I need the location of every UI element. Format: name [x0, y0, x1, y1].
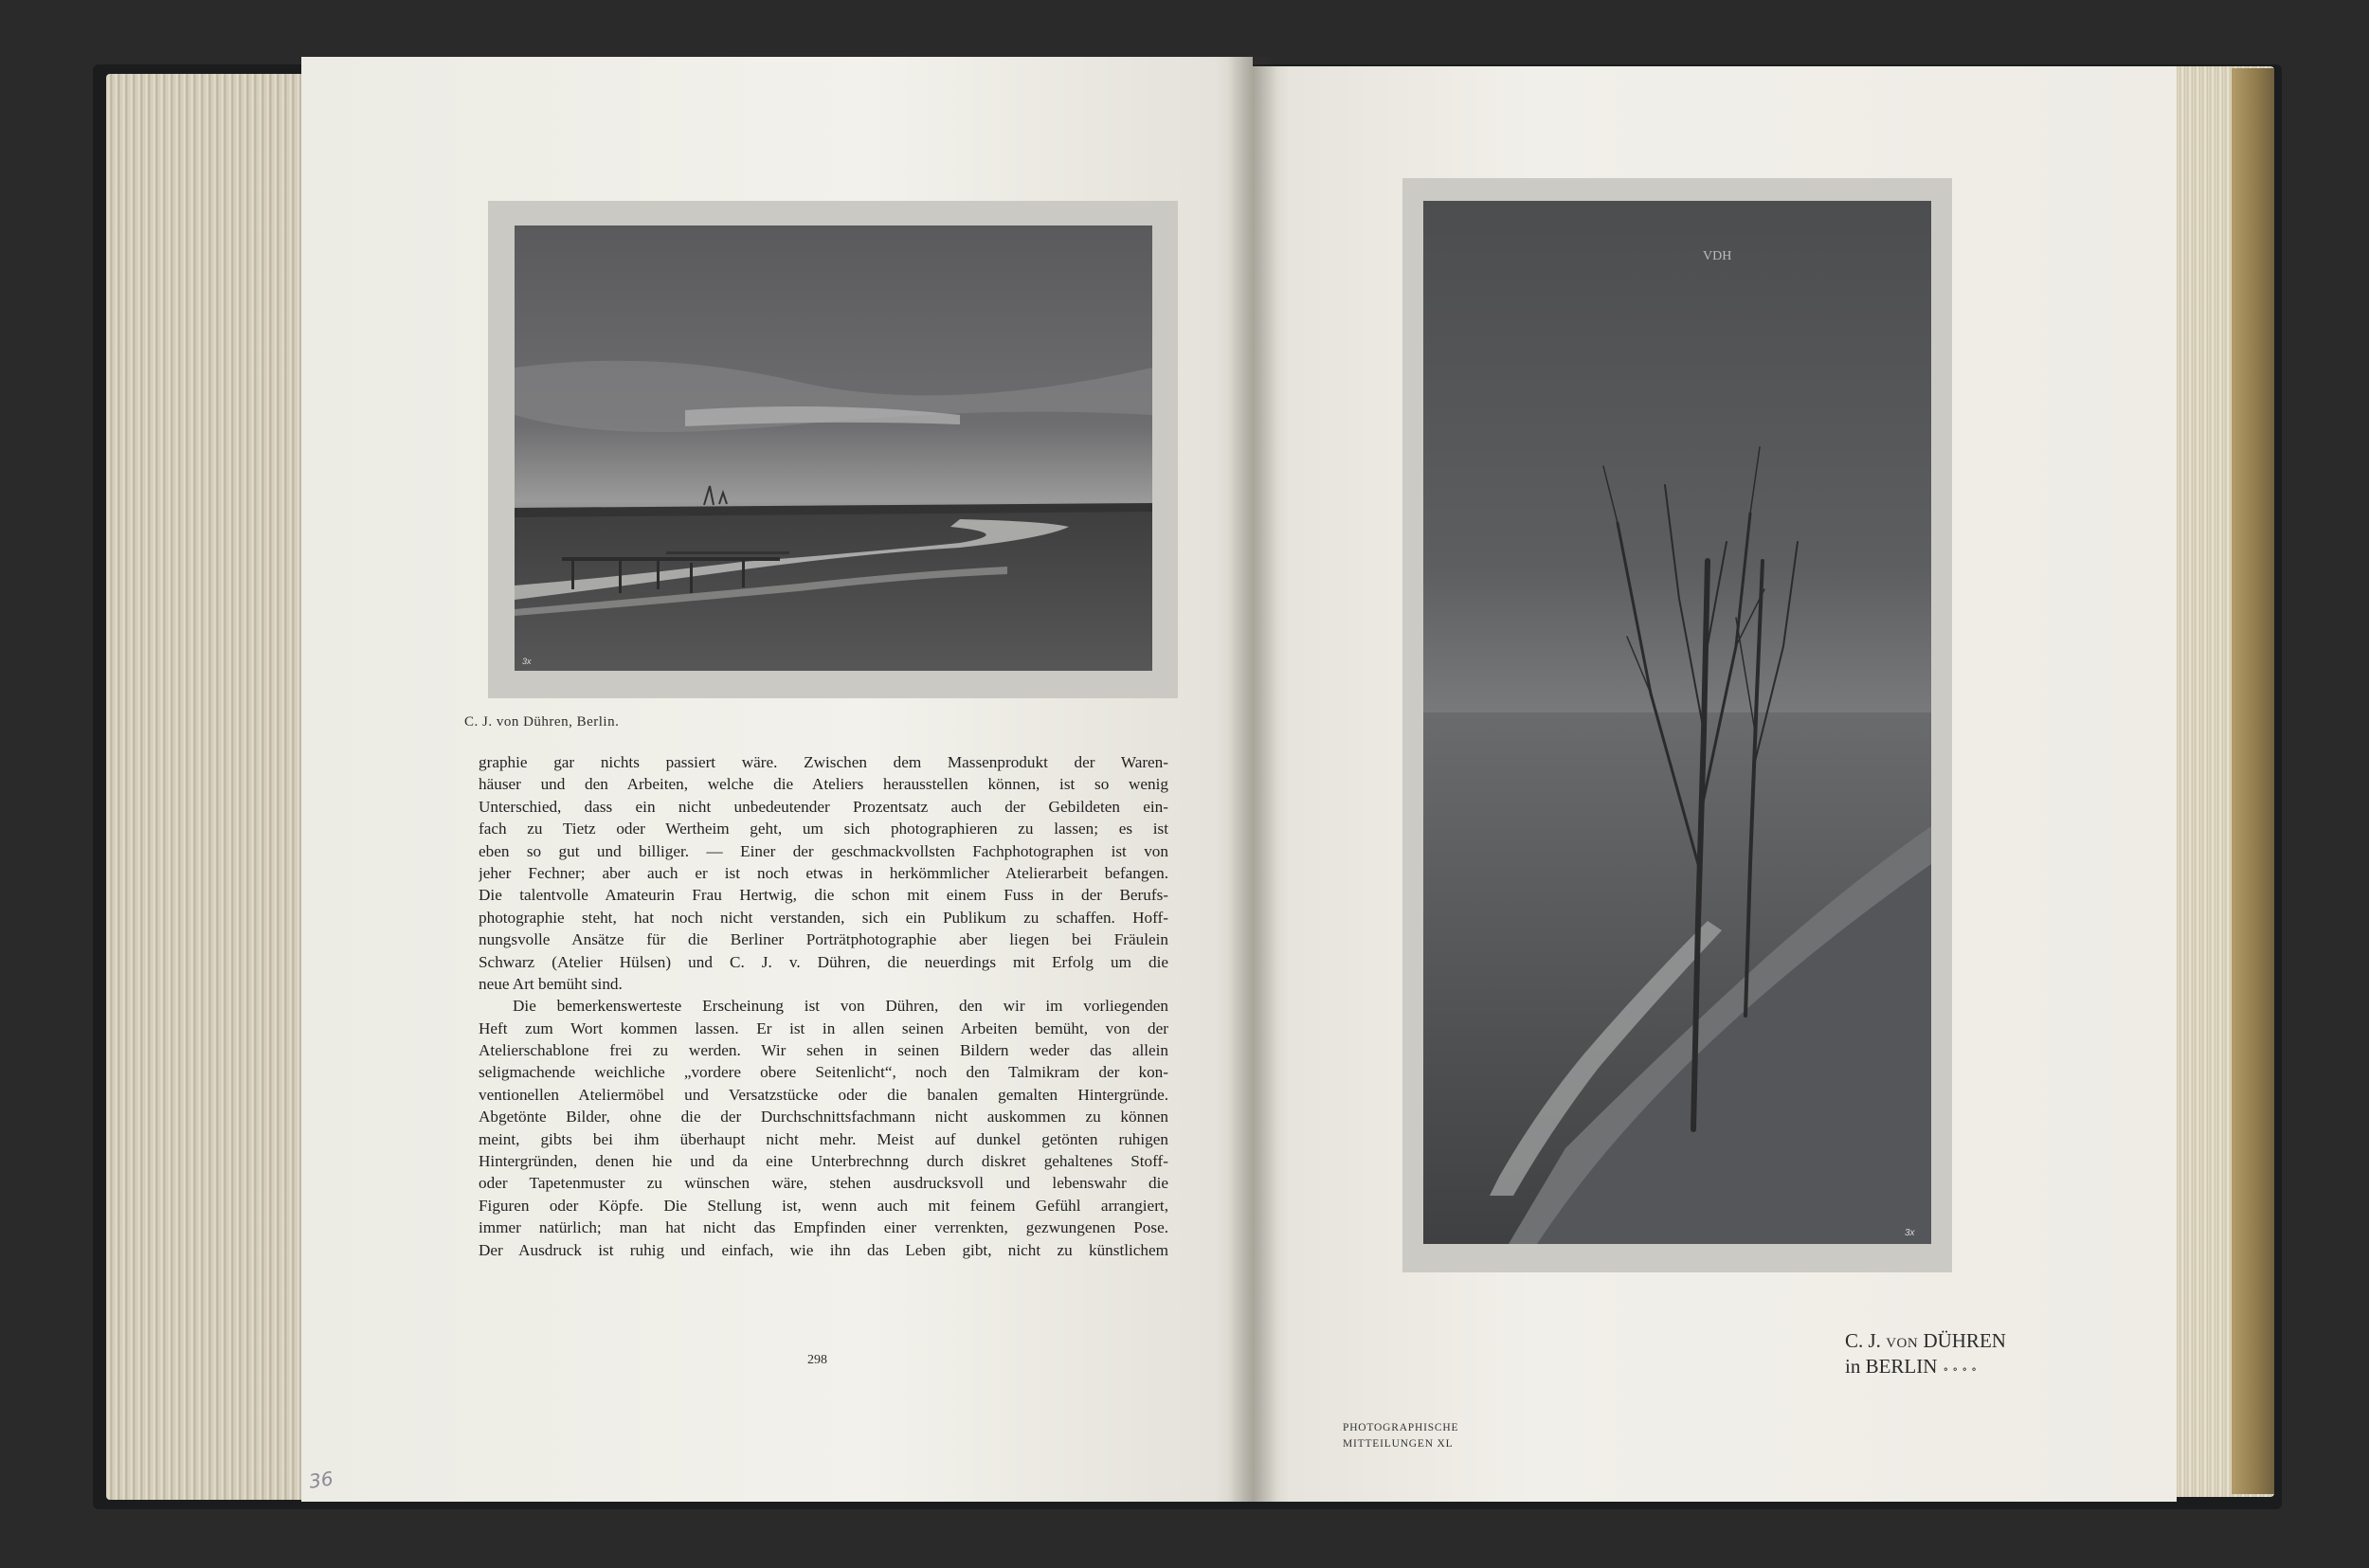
text-line: neue Art bemüht sind. [479, 974, 623, 993]
text-line: nungsvolle Ansätze für die Berliner Porträtphotographie aber liegen bei Fräulein [479, 930, 1168, 949]
caption-city: in BERLIN [1845, 1355, 1938, 1378]
text-line: Abgetönte Bilder, ohne die der Durchschnittsfachmann nicht auskommen zu können [479, 1108, 1168, 1126]
text-line: Hintergründen, denen hie und da eine Unterbrechnng durch diskret gehaltenes Stoff- [479, 1152, 1168, 1171]
text-line: Atelierschablone frei zu werden. Wir sehen in seinen Bildern weder das allein [479, 1041, 1168, 1060]
photo-monogram-left: 3x [522, 657, 532, 666]
photo-monogram-top: VDH [1703, 249, 1732, 263]
text-line: häuser und den Arbeiten, welche die Ateliers herausstellen können, ist so wenig [479, 775, 1168, 794]
text-line: immer natürlich; man hat nicht das Empfinden einer verrenkten, gezwungenen Pose. [479, 1218, 1168, 1237]
text-line: ventionellen Ateliermöbel und Versatzstücke oder die banalen gemalten Hintergründe. [479, 1085, 1168, 1104]
text-line: Die talentvolle Amateurin Frau Hertwig, die schon mit einem Fuss in der Berufs- [479, 886, 1168, 905]
text-line: meint, gibts bei ihm überhaupt nicht mehr. Meist auf dunkel getönten ruhigen [479, 1129, 1168, 1148]
landscape-photo-river-bridge [515, 225, 1152, 671]
text-line: fach zu Tietz oder Wertheim geht, um sich photographieren zu lassen; es ist [479, 820, 1168, 838]
book-gutter [1228, 57, 1277, 1502]
photo-monogram-bottom: 3x [1905, 1228, 1915, 1238]
text-line: Figuren oder Köpfe. Die Stellung ist, wenn auch mit feinem Gefühl arrangiert, [479, 1196, 1168, 1215]
caption-name: DÜHREN [1923, 1329, 2006, 1352]
caption-ornament: ∘∘∘∘ [1943, 1362, 1980, 1376]
journal-line-2: MITTEILUNGEN XL [1343, 1438, 1454, 1450]
photo-caption-left: C. J. von Dühren, Berlin. [464, 714, 620, 730]
text-line: Die bemerkenswerteste Erscheinung ist von Dühren, den wir im vorliegenden [513, 997, 1168, 1016]
landscape-photo-trees-ditch [1423, 201, 1931, 1244]
page-edges-right-shadow [2232, 68, 2274, 1494]
text-line: eben so gut und billiger. — Einer der geschmackvollsten Fachphotographen ist von [479, 841, 1168, 860]
text-line: Unterschied, dass ein nicht unbedeutender Prozentsatz auch der Gebildeten ein- [479, 797, 1168, 816]
caption-initials: C. J. [1845, 1329, 1881, 1352]
text-line: oder Tapetenmuster zu wünschen wäre, stehen ausdrucksvoll und lebenswahr die [479, 1174, 1168, 1193]
text-line: photographie steht, hat noch nicht verstanden, sich ein Publikum zu schaffen. Hoff- [479, 908, 1168, 927]
plate-caption [1845, 1329, 2006, 1380]
text-line: seligmachende weichliche „vordere obere Seitenlicht“, noch den Talmikram der kon- [479, 1063, 1168, 1082]
journal-imprint [1343, 1420, 1458, 1452]
text-line: jeher Fechner; aber auch er ist noch etwas in herkömmlicher Atelierarbeit befangen. [479, 863, 1168, 882]
text-line: graphie gar nichts passiert wäre. Zwischen dem Massenprodukt der Waren- [479, 753, 1168, 771]
text-line: Heft zum Wort kommen lassen. Er ist in allen seinen Arbeiten bemüht, von der [479, 1018, 1168, 1037]
text-line: Schwarz (Atelier Hülsen) und C. J. v. Dühren, die neuerdings mit Erfolg um die [479, 952, 1168, 971]
pencil-annotation: 36 [307, 1467, 335, 1493]
body-text [479, 751, 1168, 1261]
text-line: Der Ausdruck ist ruhig und einfach, wie ihn das Leben gibt, nicht zu künstlichem [479, 1240, 1168, 1259]
caption-von: VON [1886, 1336, 1919, 1351]
page-edges-left [106, 74, 305, 1500]
journal-line-1: PHOTOGRAPHISCHE [1343, 1422, 1459, 1433]
page-number: 298 [807, 1353, 827, 1367]
